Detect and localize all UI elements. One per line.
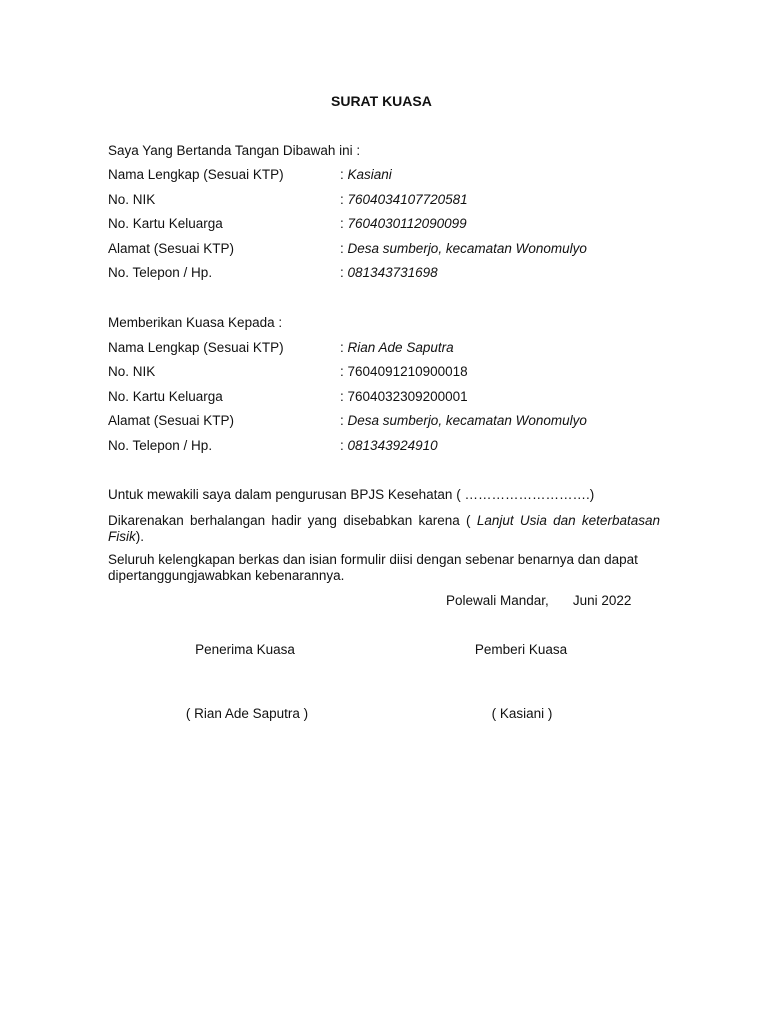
grantor-address-value: Desa sumberjo, kecamatan Wonomulyo bbox=[347, 241, 587, 256]
colon: : bbox=[340, 265, 344, 280]
reason-paragraph bbox=[108, 513, 660, 545]
reason-emphasis: Lanjut Usia dan keterbatasan Fisik bbox=[108, 513, 660, 544]
colon: : bbox=[340, 413, 344, 428]
colon: : bbox=[340, 364, 344, 379]
place-text: Polewali Mandar, bbox=[446, 593, 549, 608]
grantee-value-name bbox=[340, 340, 454, 356]
grantee-intro: Memberikan Kuasa Kepada : bbox=[108, 315, 283, 330]
giver-label: Pemberi Kuasa bbox=[474, 642, 568, 657]
receiver-name: ( Rian Ade Saputra ) bbox=[185, 706, 309, 721]
grantee-value-nik bbox=[340, 364, 468, 380]
grantee-nik-value: 7604091210900018 bbox=[347, 364, 468, 379]
grantor-value-address bbox=[340, 241, 587, 257]
colon: : bbox=[340, 167, 344, 182]
document-title: SURAT KUASA bbox=[331, 93, 432, 109]
receiver-label: Penerima Kuasa bbox=[195, 642, 295, 657]
colon: : bbox=[340, 389, 344, 404]
grantee-kk-value: 7604032309200001 bbox=[347, 389, 468, 404]
place-date bbox=[446, 593, 631, 609]
grantor-kk-value: 7604030112090099 bbox=[347, 216, 467, 231]
grantee-label-name: Nama Lengkap (Sesuai KTP) bbox=[108, 340, 284, 355]
giver-name: ( Kasiani ) bbox=[491, 706, 553, 721]
colon: : bbox=[340, 241, 344, 256]
statement-paragraph: Seluruh kelengkapan berkas dan isian formulir diisi dengan sebenar benarnya dan dapat dipertanggungjawabkan kebenarannya. bbox=[108, 552, 638, 583]
grantee-name-value: Rian Ade Saputra bbox=[347, 340, 454, 355]
grantee-address-value: Desa sumberjo, kecamatan Wonomulyo bbox=[347, 413, 587, 428]
grantor-value-name bbox=[340, 167, 392, 183]
grantee-value-kk bbox=[340, 389, 468, 405]
grantor-label-nik: No. NIK bbox=[108, 192, 156, 207]
grantee-label-nik: No. NIK bbox=[108, 364, 156, 379]
reason-prefix: Dikarenakan berhalangan hadir yang disebabkan karena ( bbox=[108, 513, 471, 528]
grantor-label-name: Nama Lengkap (Sesuai KTP) bbox=[108, 167, 284, 182]
grantor-label-address: Alamat (Sesuai KTP) bbox=[108, 241, 235, 256]
purpose-text: Untuk mewakili saya dalam pengurusan BPJS Kesehatan ( ……………………….) bbox=[108, 487, 595, 502]
grantor-nik-value: 7604034107720581 bbox=[347, 192, 468, 207]
grantor-label-phone: No. Telepon / Hp. bbox=[108, 265, 213, 280]
colon: : bbox=[340, 340, 344, 355]
grantee-label-address: Alamat (Sesuai KTP) bbox=[108, 413, 235, 428]
grantee-phone-value: 081343924910 bbox=[347, 438, 438, 453]
grantee-value-address bbox=[340, 413, 587, 429]
grantor-intro: Saya Yang Bertanda Tangan Dibawah ini : bbox=[108, 143, 361, 158]
colon: : bbox=[340, 438, 344, 453]
grantor-name-value: Kasiani bbox=[347, 167, 392, 182]
grantor-phone-value: 081343731698 bbox=[347, 265, 438, 280]
colon: : bbox=[340, 216, 344, 231]
grantor-value-kk bbox=[340, 216, 467, 232]
date-text: Juni 2022 bbox=[572, 593, 632, 608]
reason-suffix: ). bbox=[135, 529, 144, 544]
grantor-label-kk: No. Kartu Keluarga bbox=[108, 216, 223, 231]
grantee-label-phone: No. Telepon / Hp. bbox=[108, 438, 213, 453]
grantee-value-phone bbox=[340, 438, 438, 454]
grantor-value-nik bbox=[340, 192, 468, 208]
grantor-value-phone bbox=[340, 265, 438, 281]
grantee-label-kk: No. Kartu Keluarga bbox=[108, 389, 223, 404]
colon: : bbox=[340, 192, 344, 207]
